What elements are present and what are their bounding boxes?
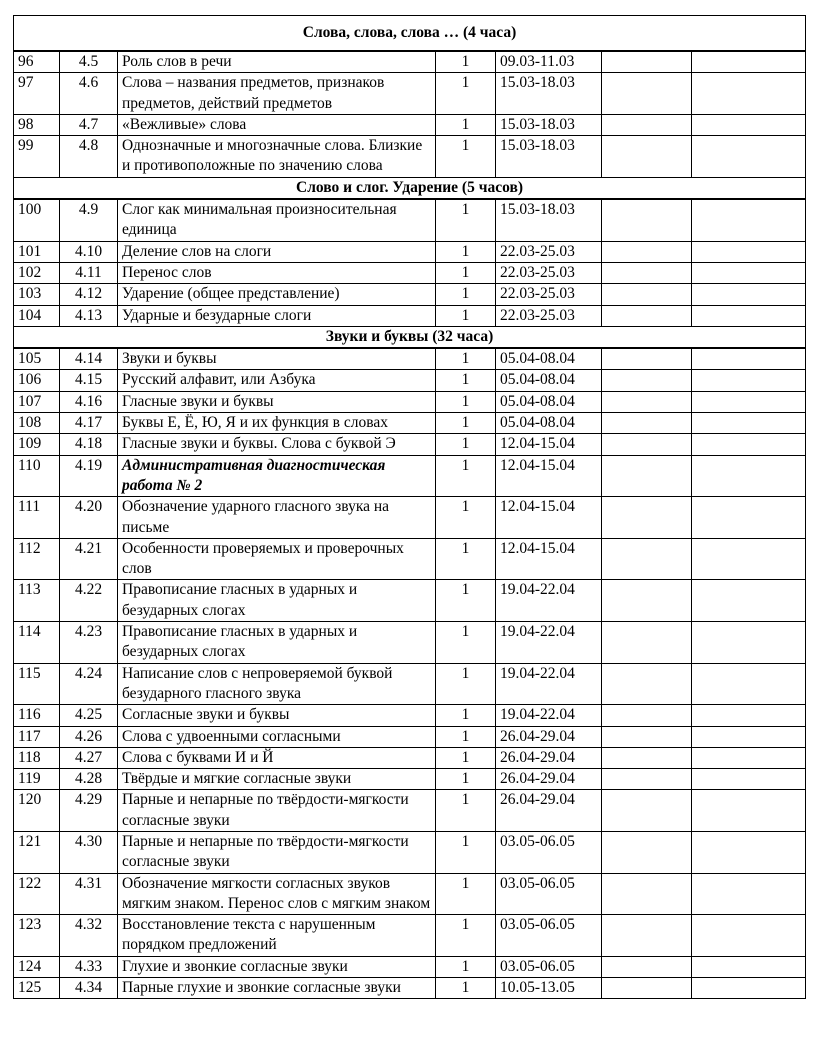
dates-cell: 22.03-25.03 — [496, 262, 602, 283]
hours-cell: 1 — [436, 978, 496, 999]
actual-date-cell — [602, 262, 692, 283]
lesson-number-cell: 100 — [14, 199, 60, 241]
table-row — [14, 705, 806, 726]
lesson-number-cell: 108 — [14, 413, 60, 434]
actual-date-cell — [602, 726, 692, 747]
lesson-number-cell: 119 — [14, 769, 60, 790]
table-row — [14, 241, 806, 262]
actual-date-cell — [602, 136, 692, 178]
dates-cell: 05.04-08.04 — [496, 413, 602, 434]
topic-cell: Парные и непарные по твёрдости-мягкости согласные звуки — [118, 790, 436, 832]
notes-cell — [692, 831, 806, 873]
lesson-number-cell: 110 — [14, 455, 60, 497]
topic-cell: Слог как минимальная произносительная единица — [118, 199, 436, 241]
topic-number-cell: 4.11 — [60, 262, 118, 283]
dates-cell: 05.04-08.04 — [496, 370, 602, 391]
hours-cell: 1 — [436, 622, 496, 664]
topic-number-cell: 4.19 — [60, 455, 118, 497]
table-row — [14, 790, 806, 832]
topic-number-cell: 4.15 — [60, 370, 118, 391]
notes-cell — [692, 978, 806, 999]
notes-cell — [692, 497, 806, 539]
hours-cell: 1 — [436, 348, 496, 370]
actual-date-cell — [602, 305, 692, 326]
topic-number-cell: 4.6 — [60, 73, 118, 115]
topic-number-cell: 4.12 — [60, 284, 118, 305]
dates-cell: 22.03-25.03 — [496, 284, 602, 305]
table-row — [14, 873, 806, 915]
actual-date-cell — [602, 391, 692, 412]
notes-cell — [692, 726, 806, 747]
lesson-number-cell: 96 — [14, 51, 60, 73]
table-row — [14, 622, 806, 664]
topic-cell: Правописание гласных в ударных и безударных слогах — [118, 580, 436, 622]
hours-cell: 1 — [436, 73, 496, 115]
topic-number-cell: 4.5 — [60, 51, 118, 73]
notes-cell — [692, 370, 806, 391]
topic-cell: Согласные звуки и буквы — [118, 705, 436, 726]
topic-number-cell: 4.8 — [60, 136, 118, 178]
topic-cell: Ударение (общее представление) — [118, 284, 436, 305]
dates-cell: 22.03-25.03 — [496, 241, 602, 262]
topic-cell: Деление слов на слоги — [118, 241, 436, 262]
hours-cell: 1 — [436, 114, 496, 135]
topic-number-cell: 4.13 — [60, 305, 118, 326]
lesson-number-cell: 111 — [14, 497, 60, 539]
lesson-number-cell: 124 — [14, 956, 60, 977]
table-row — [14, 262, 806, 283]
table-row — [14, 538, 806, 580]
dates-cell: 22.03-25.03 — [496, 305, 602, 326]
lesson-number-cell: 99 — [14, 136, 60, 178]
table-row — [14, 769, 806, 790]
notes-cell — [692, 305, 806, 326]
hours-cell: 1 — [436, 305, 496, 326]
hours-cell: 1 — [436, 434, 496, 455]
dates-cell: 26.04-29.04 — [496, 769, 602, 790]
actual-date-cell — [602, 956, 692, 977]
table-row — [14, 978, 806, 999]
actual-date-cell — [602, 790, 692, 832]
actual-date-cell — [602, 747, 692, 768]
dates-cell: 09.03-11.03 — [496, 51, 602, 73]
dates-cell: 26.04-29.04 — [496, 747, 602, 768]
table-row — [14, 305, 806, 326]
notes-cell — [692, 705, 806, 726]
topic-number-cell: 4.10 — [60, 241, 118, 262]
topic-number-cell: 4.23 — [60, 622, 118, 664]
hours-cell: 1 — [436, 790, 496, 832]
topic-number-cell: 4.22 — [60, 580, 118, 622]
actual-date-cell — [602, 114, 692, 135]
topic-emphasized-text: Административная диагностическая работа № 2 — [122, 456, 386, 494]
dates-cell: 26.04-29.04 — [496, 726, 602, 747]
hours-cell: 1 — [436, 241, 496, 262]
topic-number-cell: 4.24 — [60, 663, 118, 705]
hours-cell: 1 — [436, 538, 496, 580]
table-row — [14, 348, 806, 370]
hours-cell: 1 — [436, 370, 496, 391]
topic-cell: Буквы Е, Ё, Ю, Я и их функция в словах — [118, 413, 436, 434]
dates-cell: 12.04-15.04 — [496, 434, 602, 455]
table-row — [14, 434, 806, 455]
topic-cell: Особенности проверяемых и проверочных слов — [118, 538, 436, 580]
table-row — [14, 663, 806, 705]
dates-cell: 12.04-15.04 — [496, 455, 602, 497]
topic-cell: Обозначение ударного гласного звука на письме — [118, 497, 436, 539]
hours-cell: 1 — [436, 726, 496, 747]
lesson-number-cell: 106 — [14, 370, 60, 391]
actual-date-cell — [602, 622, 692, 664]
lesson-number-cell: 120 — [14, 790, 60, 832]
notes-cell — [692, 663, 806, 705]
topic-cell: «Вежливые» слова — [118, 114, 436, 135]
notes-cell — [692, 413, 806, 434]
topic-number-cell: 4.21 — [60, 538, 118, 580]
topic-cell: Восстановление текста с нарушенным порядком предложений — [118, 915, 436, 957]
lesson-number-cell: 116 — [14, 705, 60, 726]
lesson-number-cell: 104 — [14, 305, 60, 326]
actual-date-cell — [602, 769, 692, 790]
actual-date-cell — [602, 284, 692, 305]
dates-cell: 19.04-22.04 — [496, 580, 602, 622]
notes-cell — [692, 434, 806, 455]
section-title: Звуки и буквы (32 часа) — [14, 326, 806, 348]
topic-cell: Однозначные и многозначные слова. Близкие и противоположные по значению слова — [118, 136, 436, 178]
lesson-number-cell: 123 — [14, 915, 60, 957]
topic-cell: Парные глухие и звонкие согласные звуки — [118, 978, 436, 999]
topic-number-cell: 4.34 — [60, 978, 118, 999]
lesson-number-cell: 98 — [14, 114, 60, 135]
lesson-number-cell: 109 — [14, 434, 60, 455]
actual-date-cell — [602, 915, 692, 957]
lesson-number-cell: 114 — [14, 622, 60, 664]
dates-cell: 15.03-18.03 — [496, 73, 602, 115]
lesson-number-cell: 103 — [14, 284, 60, 305]
actual-date-cell — [602, 199, 692, 241]
topic-number-cell: 4.7 — [60, 114, 118, 135]
actual-date-cell — [602, 241, 692, 262]
lesson-number-cell: 122 — [14, 873, 60, 915]
hours-cell: 1 — [436, 262, 496, 283]
hours-cell: 1 — [436, 747, 496, 768]
dates-cell: 19.04-22.04 — [496, 705, 602, 726]
hours-cell: 1 — [436, 199, 496, 241]
hours-cell: 1 — [436, 580, 496, 622]
lesson-number-cell: 107 — [14, 391, 60, 412]
topic-number-cell: 4.17 — [60, 413, 118, 434]
notes-cell — [692, 241, 806, 262]
topic-cell: Обозначение мягкости согласных звуков мягким знаком. Перенос слов с мягким знаком — [118, 873, 436, 915]
dates-cell: 03.05-06.05 — [496, 915, 602, 957]
hours-cell: 1 — [436, 391, 496, 412]
notes-cell — [692, 769, 806, 790]
lesson-number-cell: 105 — [14, 348, 60, 370]
topic-number-cell: 4.26 — [60, 726, 118, 747]
section-header-row — [14, 326, 806, 348]
notes-cell — [692, 199, 806, 241]
dates-cell: 03.05-06.05 — [496, 873, 602, 915]
actual-date-cell — [602, 497, 692, 539]
lesson-number-cell: 112 — [14, 538, 60, 580]
lesson-number-cell: 101 — [14, 241, 60, 262]
lesson-number-cell: 113 — [14, 580, 60, 622]
topic-number-cell: 4.29 — [60, 790, 118, 832]
topic-number-cell: 4.30 — [60, 831, 118, 873]
actual-date-cell — [602, 348, 692, 370]
topic-cell: Гласные звуки и буквы. Слова с буквой Э — [118, 434, 436, 455]
topic-number-cell: 4.31 — [60, 873, 118, 915]
section-title: Слово и слог. Ударение (5 часов) — [14, 177, 806, 199]
notes-cell — [692, 956, 806, 977]
hours-cell: 1 — [436, 915, 496, 957]
lesson-number-cell: 118 — [14, 747, 60, 768]
dates-cell: 12.04-15.04 — [496, 538, 602, 580]
topic-cell: Слова с буквами И и Й — [118, 747, 436, 768]
notes-cell — [692, 538, 806, 580]
lesson-plan-table — [13, 15, 806, 999]
table-row — [14, 956, 806, 977]
hours-cell: 1 — [436, 769, 496, 790]
hours-cell: 1 — [436, 873, 496, 915]
dates-cell: 19.04-22.04 — [496, 622, 602, 664]
notes-cell — [692, 348, 806, 370]
topic-cell: Роль слов в речи — [118, 51, 436, 73]
hours-cell: 1 — [436, 284, 496, 305]
notes-cell — [692, 873, 806, 915]
topic-number-cell: 4.27 — [60, 747, 118, 768]
section-header-row — [14, 16, 806, 52]
lesson-number-cell: 117 — [14, 726, 60, 747]
dates-cell: 19.04-22.04 — [496, 663, 602, 705]
actual-date-cell — [602, 413, 692, 434]
table-row — [14, 580, 806, 622]
topic-number-cell: 4.9 — [60, 199, 118, 241]
notes-cell — [692, 136, 806, 178]
dates-cell: 15.03-18.03 — [496, 114, 602, 135]
topic-number-cell: 4.18 — [60, 434, 118, 455]
actual-date-cell — [602, 434, 692, 455]
actual-date-cell — [602, 370, 692, 391]
topic-cell: Написание слов с непроверяемой буквой безударного гласного звука — [118, 663, 436, 705]
actual-date-cell — [602, 831, 692, 873]
notes-cell — [692, 747, 806, 768]
topic-number-cell: 4.14 — [60, 348, 118, 370]
lesson-number-cell: 121 — [14, 831, 60, 873]
notes-cell — [692, 114, 806, 135]
topic-cell: Слова – названия предметов, признаков предметов, действий предметов — [118, 73, 436, 115]
dates-cell: 26.04-29.04 — [496, 790, 602, 832]
table-row — [14, 413, 806, 434]
notes-cell — [692, 915, 806, 957]
topic-cell: Парные и непарные по твёрдости-мягкости согласные звуки — [118, 831, 436, 873]
topic-number-cell: 4.16 — [60, 391, 118, 412]
table-row — [14, 726, 806, 747]
notes-cell — [692, 790, 806, 832]
table-row — [14, 73, 806, 115]
topic-cell: Глухие и звонкие согласные звуки — [118, 956, 436, 977]
table-row — [14, 747, 806, 768]
actual-date-cell — [602, 538, 692, 580]
topic-cell: Слова с удвоенными согласными — [118, 726, 436, 747]
table-row — [14, 136, 806, 178]
dates-cell: 15.03-18.03 — [496, 136, 602, 178]
hours-cell: 1 — [436, 956, 496, 977]
hours-cell: 1 — [436, 705, 496, 726]
topic-number-cell: 4.25 — [60, 705, 118, 726]
dates-cell: 15.03-18.03 — [496, 199, 602, 241]
table-row — [14, 455, 806, 497]
dates-cell: 10.05-13.05 — [496, 978, 602, 999]
topic-cell: Гласные звуки и буквы — [118, 391, 436, 412]
hours-cell: 1 — [436, 663, 496, 705]
actual-date-cell — [602, 705, 692, 726]
section-header-row — [14, 177, 806, 199]
dates-cell: 03.05-06.05 — [496, 831, 602, 873]
table-row — [14, 497, 806, 539]
lesson-number-cell: 97 — [14, 73, 60, 115]
hours-cell: 1 — [436, 831, 496, 873]
notes-cell — [692, 51, 806, 73]
actual-date-cell — [602, 73, 692, 115]
hours-cell: 1 — [436, 497, 496, 539]
table-row — [14, 114, 806, 135]
dates-cell: 05.04-08.04 — [496, 391, 602, 412]
hours-cell: 1 — [436, 136, 496, 178]
lesson-number-cell: 102 — [14, 262, 60, 283]
notes-cell — [692, 580, 806, 622]
actual-date-cell — [602, 455, 692, 497]
table-row — [14, 51, 806, 73]
topic-number-cell: 4.20 — [60, 497, 118, 539]
actual-date-cell — [602, 978, 692, 999]
actual-date-cell — [602, 580, 692, 622]
actual-date-cell — [602, 873, 692, 915]
topic-cell: Перенос слов — [118, 262, 436, 283]
table-body — [14, 16, 806, 999]
topic-number-cell: 4.32 — [60, 915, 118, 957]
table-row — [14, 831, 806, 873]
topic-cell: Русский алфавит, или Азбука — [118, 370, 436, 391]
lesson-number-cell: 115 — [14, 663, 60, 705]
topic-cell: Ударные и безударные слоги — [118, 305, 436, 326]
hours-cell: 1 — [436, 455, 496, 497]
notes-cell — [692, 622, 806, 664]
topic-number-cell: 4.33 — [60, 956, 118, 977]
actual-date-cell — [602, 51, 692, 73]
topic-cell: Правописание гласных в ударных и безударных слогах — [118, 622, 436, 664]
table-row — [14, 284, 806, 305]
hours-cell: 1 — [436, 51, 496, 73]
notes-cell — [692, 262, 806, 283]
table-row — [14, 391, 806, 412]
actual-date-cell — [602, 663, 692, 705]
topic-number-cell: 4.28 — [60, 769, 118, 790]
topic-cell: Твёрдые и мягкие согласные звуки — [118, 769, 436, 790]
notes-cell — [692, 455, 806, 497]
section-title: Слова, слова, слова … (4 часа) — [14, 16, 806, 52]
topic-cell: Звуки и буквы — [118, 348, 436, 370]
notes-cell — [692, 391, 806, 412]
table-row — [14, 199, 806, 241]
topic-cell — [118, 455, 436, 497]
notes-cell — [692, 284, 806, 305]
dates-cell: 12.04-15.04 — [496, 497, 602, 539]
table-row — [14, 370, 806, 391]
dates-cell: 05.04-08.04 — [496, 348, 602, 370]
lesson-number-cell: 125 — [14, 978, 60, 999]
hours-cell: 1 — [436, 413, 496, 434]
table-row — [14, 915, 806, 957]
dates-cell: 03.05-06.05 — [496, 956, 602, 977]
notes-cell — [692, 73, 806, 115]
